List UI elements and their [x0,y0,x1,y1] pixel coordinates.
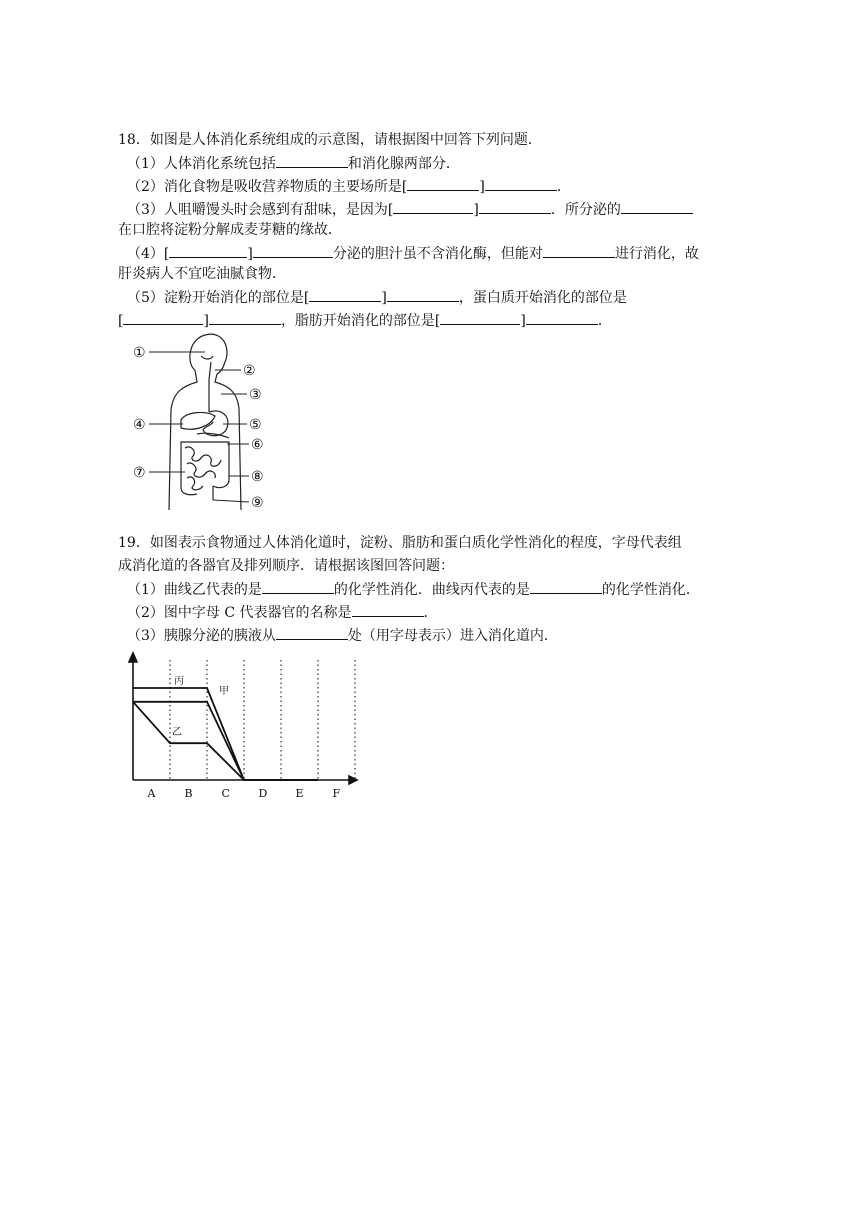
category-label: B [184,787,193,800]
q19-p3a: （3）胰腺分泌的胰液从 [127,628,276,644]
q18-p4d: 进行消化，故 [614,246,699,262]
stomach-shape [203,411,228,436]
q18-part2 [127,176,571,197]
q18-part4 [127,243,699,264]
answer-blank[interactable] [530,579,602,594]
answer-blank[interactable] [407,176,479,191]
answer-blank[interactable] [393,199,473,214]
q19-part1 [127,579,700,600]
answer-blank[interactable] [123,310,203,325]
answer-blank[interactable] [253,243,333,258]
answer-blank[interactable] [543,243,615,258]
answer-blank[interactable] [440,310,520,325]
label-6: ⑥ [251,437,264,453]
label-1: ① [133,345,146,361]
esophagus [209,362,211,412]
digestive-system-figure [125,330,275,515]
body-outline [190,334,241,510]
q18-p4c: 分泌的胆汁虽不含消化酶，但能对 [332,246,543,262]
q19-part2 [127,602,438,623]
answer-blank[interactable] [479,199,551,214]
q19-p2b: ． [423,605,438,621]
q18-part3 [127,199,693,220]
q18-p5g: ] [520,313,526,329]
q19-p1b: 的化学性消化．曲线丙代表的是 [333,582,530,598]
label-5: ⑤ [249,417,262,433]
q19-p2a: （2）图中字母 C 代表器官的名称是 [127,605,352,621]
q19-intro-1: 19．如图表示食物通过人体消化道时，淀粉、脂肪和蛋白质化学性消化的程度，字母代表组 [118,535,682,551]
category-label: D [258,787,268,800]
label-4: ④ [133,417,146,433]
large-intestine [181,442,229,488]
series-label-3: 乙 [172,727,182,739]
answer-blank[interactable] [276,625,348,640]
liver-shape [181,413,215,430]
q18-p5f: ，脂肪开始消化的部位是[ [280,313,441,329]
q18-p3b: ] [473,202,479,218]
label-7: ⑦ [133,465,146,481]
q19-p1c: 的化学性消化． [601,582,700,598]
answer-blank[interactable] [526,310,598,325]
category-label: F [332,787,341,800]
q18-p5d: [ [118,313,124,329]
category-label: A [147,787,156,800]
q19-intro-2: 成消化道的各器官及排列顺序．请根据该图回答问题： [118,558,454,574]
q18-p4e: 肝炎病人不宜吃油腻食物． [118,266,286,282]
answer-blank[interactable] [276,153,348,168]
q18-part5 [127,287,627,308]
answer-blank[interactable] [485,176,557,191]
q18-p3a: （3）人咀嚼馒头时会感到有甜味，是因为[ [127,202,394,218]
q18-p2a: （2）消化食物是吸收营养物质的主要场所是[ [127,179,408,195]
answer-blank[interactable] [309,287,381,302]
q18-p5c: ，蛋白质开始消化的部位是 [458,290,627,306]
series-label-1: 丙 [174,676,184,687]
answer-blank[interactable] [169,243,247,258]
category-label: C [221,787,230,800]
q18-p5b: ] [381,290,387,306]
series-line-2 [133,702,318,780]
q18-p3c: ．所分泌的 [550,202,621,218]
q18-intro: 18．如图是人体消化系统组成的示意图，请根据图中回答下列问题． [118,132,542,148]
q18-part5-cont [118,310,612,331]
label-2: ② [243,363,256,379]
label-3: ③ [249,387,262,403]
answer-blank[interactable] [209,310,281,325]
q18-part1 [127,153,460,174]
q18-p4a: （4）[ [127,246,170,262]
q18-p3d: 在口腔将淀粉分解成麦芽糖的缘故． [118,222,342,238]
q19-p3b: 处（用字母表示）进入消化道内． [347,628,558,644]
y-axis-arrow [129,653,137,662]
digestion-chart [125,650,365,800]
answer-blank[interactable] [262,579,334,594]
label-9: ⑨ [251,495,264,511]
q18-p2b: ] [479,179,485,195]
category-label: E [295,787,304,800]
label-8: ⑧ [251,469,264,485]
q18-p1a: （1）人体消化系统包括 [127,156,276,172]
q18-p1b: 和消化腺两部分． [347,156,460,172]
q19-p1a: （1）曲线乙代表的是 [127,582,262,598]
q19-part3 [127,625,558,646]
q18-p2c: ． [556,179,571,195]
small-intestine [185,447,221,490]
q18-p5a: （5）淀粉开始消化的部位是[ [127,290,310,306]
x-axis-arrow [349,776,357,784]
q18-p4b: ] [247,246,253,262]
q18-p5e: ] [203,313,209,329]
q18-p5h: ． [597,313,612,329]
answer-blank[interactable] [352,602,424,617]
answer-blank[interactable] [387,287,459,302]
answer-blank[interactable] [621,199,693,214]
series-label-2: 甲 [219,685,229,697]
